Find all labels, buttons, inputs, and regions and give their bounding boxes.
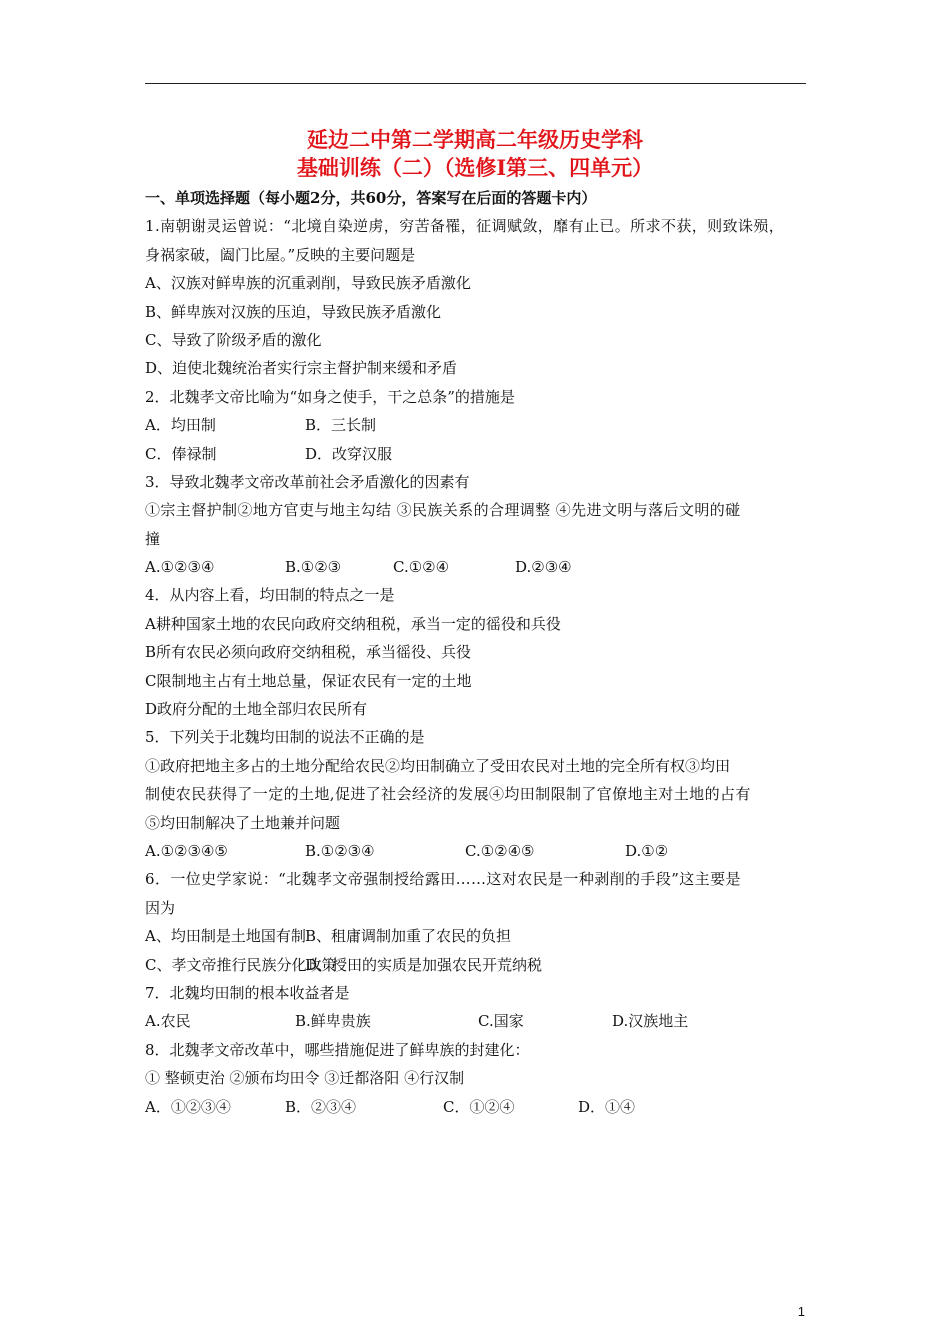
- question-7-option: A.农民: [145, 1012, 191, 1031]
- question-6-options-row: [145, 922, 810, 950]
- question-8-option: A．①②③④: [145, 1097, 231, 1116]
- question-4-option: C限制地主占有土地总量，保证农民有一定的土地: [145, 671, 472, 690]
- question-3-options-row: [145, 553, 810, 581]
- question-4-options-row: [145, 695, 810, 723]
- question-2-option: D．改穿汉服: [305, 444, 393, 463]
- question-6-option: A、均田制是土地国有制: [145, 927, 306, 946]
- question-1-option: B、鲜卑族对汉族的压迫，导致民族矛盾激化: [145, 302, 442, 321]
- question-8-option: D．①④: [578, 1097, 636, 1116]
- question-5-option: A.①②③④⑤: [145, 841, 228, 860]
- question-3-stem-line: 3．导致北魏孝文帝改革前社会矛盾激化的因素有: [145, 472, 470, 491]
- question-3-stem-line: ①宗主督护制②地方官吏与地主勾结 ③民族关系的合理调整 ④先进文明与落后文明的碰: [145, 501, 741, 520]
- question-3-option: D.②③④: [515, 558, 572, 577]
- question-5-option: C.①②④⑤: [465, 841, 535, 860]
- question-5-stem-line: 制使农民获得了一定的土地,促进了社会经济的发展④均田制限制了官僚地主对土地的占有: [145, 785, 751, 804]
- page-subtitle: 基础训练（二）（选修Ⅰ第三、四单元）: [296, 155, 654, 180]
- question-4-options-row: [145, 610, 810, 638]
- question-2-options-row: [145, 440, 810, 468]
- question-5-option: B.①②③④: [305, 841, 375, 860]
- top-rule: [145, 83, 806, 84]
- question-4-option: A耕种国家土地的农民向政府交纳租税，承当一定的徭役和兵役: [145, 614, 561, 633]
- question-6-option: B、租庸调制加重了农民的负担: [305, 927, 512, 946]
- question-list: [145, 184, 810, 1121]
- question-7-option: D.汉族地主: [612, 1012, 689, 1031]
- question-4-options-row: [145, 638, 810, 666]
- question-4-option: B所有农民必须向政府交纳租税，承当徭役、兵役: [145, 643, 472, 662]
- question-2-options-row: [145, 411, 810, 439]
- question-6-option: D、授田的实质是加强农民开荒纳税: [305, 955, 543, 974]
- question-6-options-row: [145, 951, 810, 979]
- question-5-stem-line: 5．下列关于北魏均田制的说法不正确的是: [145, 728, 425, 747]
- question-7-option: B.鲜卑贵族: [295, 1012, 371, 1031]
- question-8-option: C．①②④: [443, 1097, 515, 1116]
- section-heading: 一、单项选择题（每小题2分，共60分，答案写在后面的答题卡内）: [145, 189, 597, 207]
- question-5-option: D.①②: [625, 841, 669, 860]
- question-4-options-row: [145, 667, 810, 695]
- question-1-stem-line: 1.南朝谢灵运曾说：“北境自染逆虏，穷苦备罹，征调赋敛，靡有止已。所求不获，则致诛殒，: [145, 217, 785, 236]
- question-3-option: A.①②③④: [145, 558, 215, 577]
- question-2-option: C．俸禄制: [145, 444, 217, 463]
- question-1-option: A、汉族对鲜卑族的沉重剥削，导致民族矛盾激化: [145, 274, 471, 293]
- question-1-options-row: [145, 354, 810, 382]
- question-6-stem-line: 因为: [145, 898, 176, 917]
- question-7-options-row: [145, 1007, 810, 1035]
- question-1-options-row: [145, 326, 810, 354]
- question-7-option: C.国家: [478, 1012, 524, 1031]
- question-8-stem-line: ① 整顿吏治 ②颁布均田令 ③迁都洛阳 ④行汉制: [145, 1069, 465, 1088]
- question-7-stem-line: 7．北魏均田制的根本收益者是: [145, 983, 350, 1002]
- page-number: 1: [797, 1304, 805, 1319]
- question-6-option: C、孝文帝推行民族分化政策: [145, 955, 337, 974]
- question-4-option: D政府分配的土地全部归农民所有: [145, 700, 368, 719]
- question-5-options-row: [145, 837, 810, 865]
- question-1-options-row: [145, 269, 810, 297]
- question-2-option: A．均田制: [145, 416, 216, 435]
- question-8-options-row: [145, 1093, 810, 1121]
- question-2-stem-line: 2．北魏孝文帝比喻为“如身之使手，干之总条”的措施是: [145, 387, 515, 406]
- question-3-option: B.①②③: [285, 558, 342, 577]
- question-1-stem-line: 身祸家破，阖门比屋。”反映的主要问题是: [145, 245, 416, 264]
- question-1-options-row: [145, 298, 810, 326]
- question-1-option: C、导致了阶级矛盾的激化: [145, 330, 322, 349]
- question-4-stem-line: 4．从内容上看，均田制的特点之一是: [145, 586, 395, 605]
- question-8-option: B．②③④: [285, 1097, 357, 1116]
- page-title: 延边二中第二学期高二年级历史学科: [307, 127, 643, 152]
- question-8-stem-line: 8．北魏孝文帝改革中，哪些措施促进了鲜卑族的封建化：: [145, 1040, 530, 1059]
- question-1-option: D、迫使北魏统治者实行宗主督护制来缓和矛盾: [145, 359, 458, 378]
- question-5-stem-line: ⑤均田制解决了土地兼并问题: [145, 813, 341, 832]
- question-3-option: C.①②④: [393, 558, 450, 577]
- question-5-stem-line: ①政府把地主多占的土地分配给农民②均田制确立了受田农民对土地的完全所有权③均田: [145, 756, 731, 775]
- question-3-stem-line: 撞: [145, 529, 161, 548]
- question-6-stem-line: 6．一位史学家说：“北魏孝文帝强制授给露田……这对农民是一种剥削的手段”这主要是: [145, 870, 741, 889]
- question-2-option: B．三长制: [305, 416, 377, 435]
